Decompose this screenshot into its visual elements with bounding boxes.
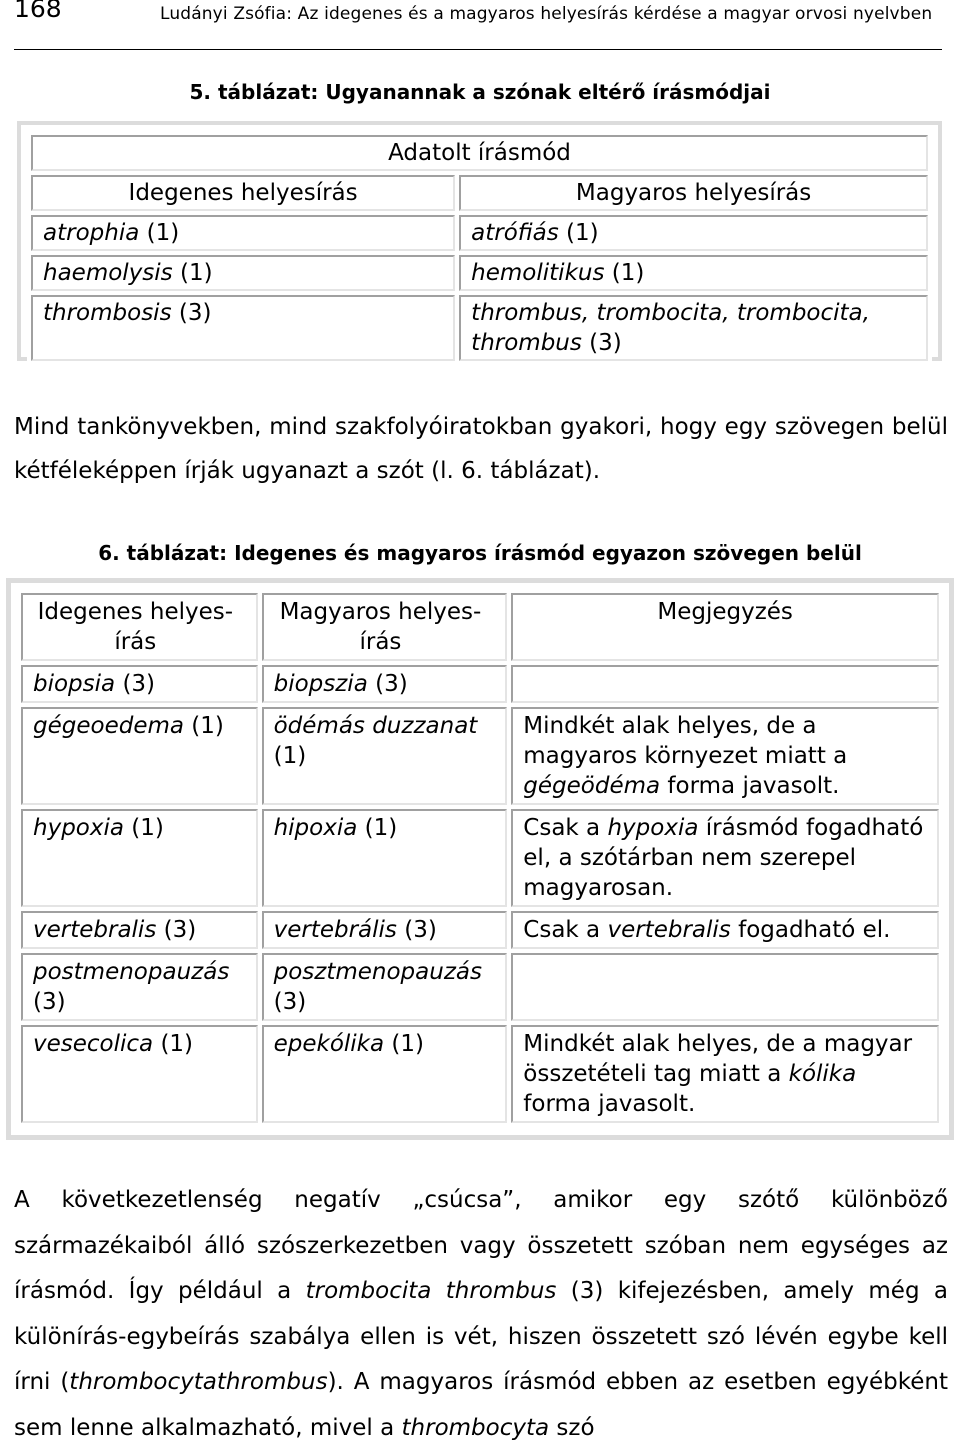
running-title: Ludányi Zsófia: Az idegenes és a magyaros helyesírás kérdése a magyar orvosi nyelvben — [160, 4, 933, 24]
cell-hungarian: epekólika (1) — [262, 1025, 508, 1123]
table6-row — [21, 809, 939, 907]
cell-hungarian: thrombus, trombocita, trombocita, thrombus (3) — [459, 295, 928, 361]
table6-row — [21, 953, 939, 1021]
table5-row — [31, 215, 928, 251]
cell-note: Csak a vertebralis fogadható el. — [511, 911, 939, 949]
table5-col-foreign: Idegenes helyesírás — [31, 175, 455, 211]
cell-note — [511, 665, 939, 703]
table6-row — [21, 911, 939, 949]
cell-hungarian: ödémás duzzanat (1) — [262, 707, 508, 805]
cell-foreign: haemolysis (1) — [31, 255, 455, 291]
cell-hungarian: atrófiás (1) — [459, 215, 928, 251]
cell-note: Csak a hypoxia írásmód fogadható el, a szótárban nem szerepel magyarosan. — [511, 809, 939, 907]
table6-col-note: Megjegyzés — [511, 593, 939, 661]
cell-foreign: postmenopauzás (3) — [21, 953, 258, 1021]
cell-note: Mindkét alak helyes, de a magyaros környezet miatt a gégeödéma forma javasolt. — [511, 707, 939, 805]
table6-caption: 6. táblázat: Idegenes és magyaros írásmód egyazon szövegen belül — [98, 541, 862, 565]
table6-row — [21, 665, 939, 703]
cell-hungarian: vertebrális (3) — [262, 911, 508, 949]
cell-note: Mindkét alak helyes, de a magyar összetételi tag miatt a kólika forma javasolt. — [511, 1025, 939, 1123]
cell-hungarian: posztmenopauzás (3) — [262, 953, 508, 1021]
paragraph-1: Mind tankönyvekben, mind szakfolyóiratokban gyakori, hogy egy szövegen belül kétféleképpen írják ugyanazt a szót (l. 6. táblázat). — [14, 414, 948, 484]
cell-hungarian: hemolitikus (1) — [459, 255, 928, 291]
cell-hungarian: biopszia (3) — [262, 665, 508, 703]
cell-foreign: vesecolica (1) — [21, 1025, 258, 1123]
header-rule — [14, 49, 942, 50]
cell-foreign: vertebralis (3) — [21, 911, 258, 949]
paragraph-2: A következetlenség negatív „csúcsa”, amikor egy szótő különböző származékaiból álló szószerkezetben vagy összetett szóban nem egységes az írásmód. Így például a trombocita thrombus (3) kifejezésben, amely még a különírás-egybeírás szabálya ellen is vét, hiszen összetett szó lévén egybe kell írni (thrombocytathrombus). A magyaros írásmód ebben az esetben egyébként sem lenne alkalmazható, mivel a thrombocyta szó — [14, 1187, 948, 1441]
cell-note — [511, 953, 939, 1021]
cell-hungarian: hipoxia (1) — [262, 809, 508, 907]
table6-col-hungarian: Magyaros helyes-írás — [262, 593, 508, 661]
table5-caption: 5. táblázat: Ugyanannak a szónak eltérő írásmódjai — [189, 80, 771, 104]
table6-col-foreign: Idegenes helyes-írás — [21, 593, 258, 661]
table5-col-hungarian: Magyaros helyesírás — [459, 175, 928, 211]
table6-row — [21, 707, 939, 805]
table6 — [6, 578, 954, 1140]
table5-row — [31, 255, 928, 291]
cell-foreign: hypoxia (1) — [21, 809, 258, 907]
page-number: 168 — [14, 0, 62, 23]
table5-header-top: Adatolt írásmód — [31, 135, 928, 171]
cell-foreign: atrophia (1) — [31, 215, 455, 251]
cell-foreign: biopsia (3) — [21, 665, 258, 703]
table5-row — [31, 295, 928, 361]
cell-foreign: thrombosis (3) — [31, 295, 455, 361]
page-header — [14, 0, 944, 50]
table5 — [17, 121, 942, 361]
cell-foreign: gégeoedema (1) — [21, 707, 258, 805]
table6-row — [21, 1025, 939, 1123]
